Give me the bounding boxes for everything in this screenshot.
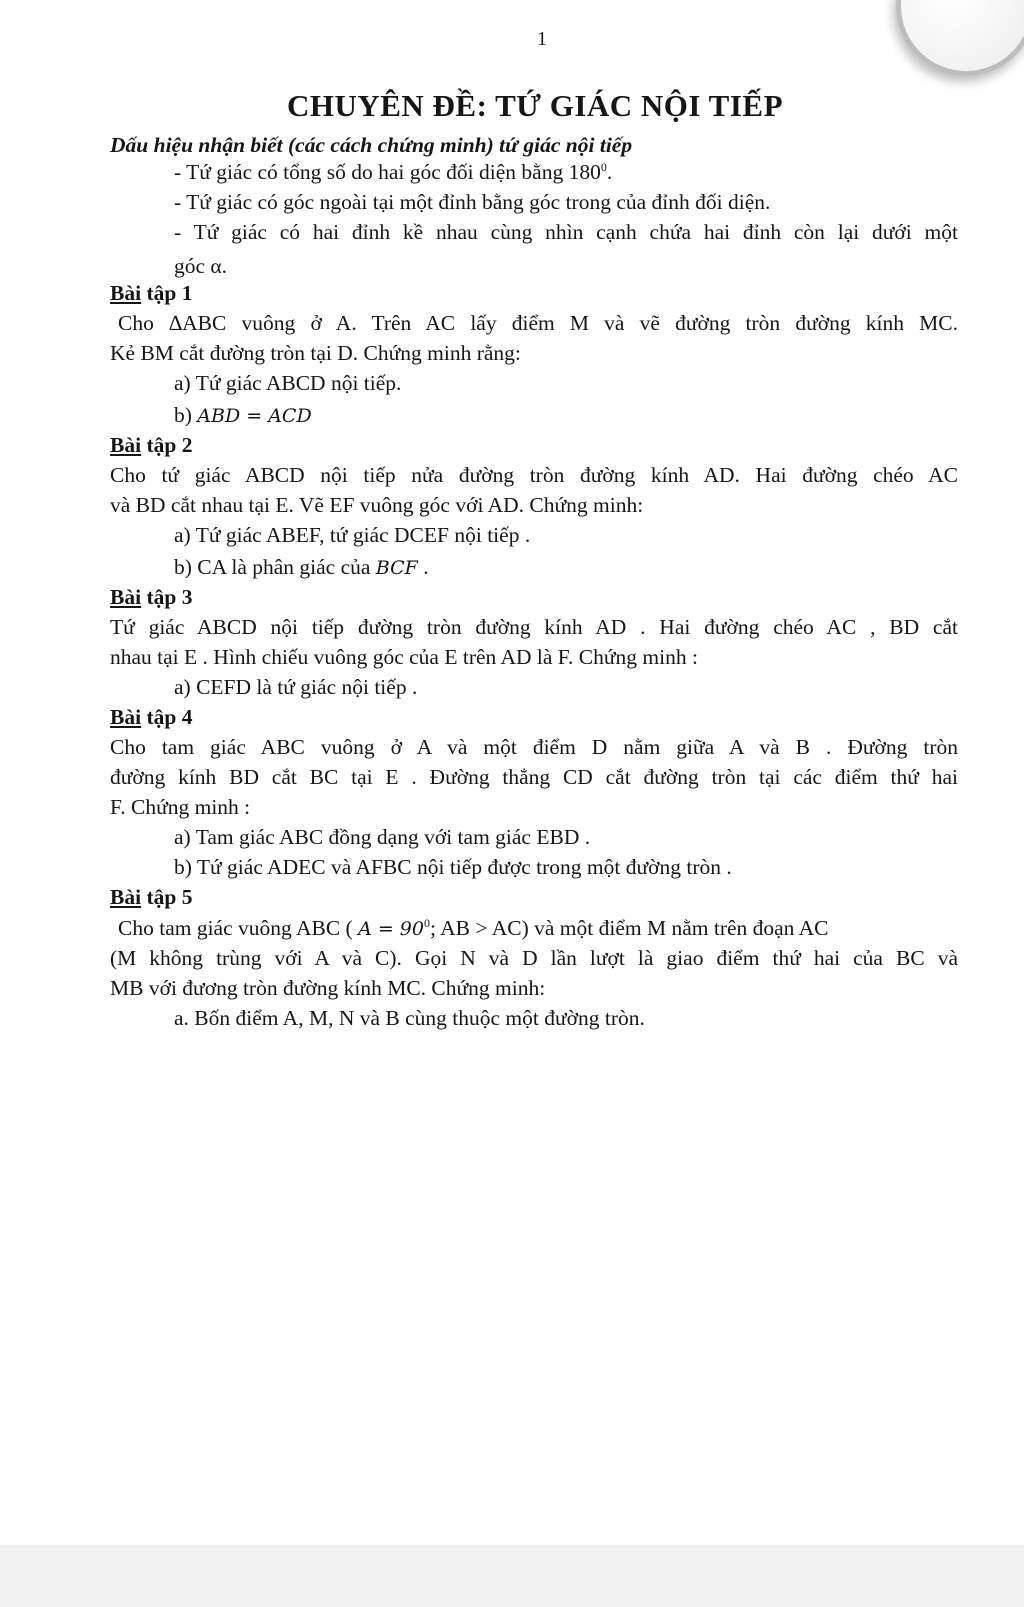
exercise-5-label-word: Bài — [110, 885, 142, 909]
exercise-1-part-a: a) Tứ giác ABCD nội tiếp. — [174, 371, 402, 395]
exercise-5-line-1 — [118, 915, 829, 940]
exercise-1-line-1: Cho ∆ABC vuông ở A. Trên AC lấy điểm M và vẽ đường tròn đường kính MC. — [118, 311, 958, 335]
exercise-2-heading — [110, 435, 192, 457]
exercise-3-label-number: tập 3 — [141, 585, 193, 609]
exercise-3-line-2: nhau tại E . Hình chiếu vuông góc của E trên AD là F. Chứng minh : — [110, 645, 698, 669]
exercise-5-part-a: a. Bốn điểm A, M, N và B cùng thuộc một đường tròn. — [174, 1006, 645, 1030]
page-number: 1 — [537, 28, 547, 50]
exercise-2-label-number: tập 2 — [141, 433, 193, 457]
sign-item-3-continued: góc α. — [174, 254, 228, 278]
exercise-1-line-2: Kẻ BM cắt đường tròn tại D. Chứng minh rằng: — [110, 341, 521, 365]
exercise-2-line-2: và BD cắt nhau tại E. Vẽ EF vuông góc với AD. Chứng minh: — [110, 493, 644, 517]
degree-superscript: 0 — [600, 159, 607, 174]
exercise-4-heading — [110, 707, 192, 729]
exercise-2-part-b — [174, 557, 429, 579]
bottom-strip — [0, 1545, 1024, 1607]
exercise-4-line-1: Cho tam giác ABC vuông ở A và một điểm D nằm giữa A và B . Đường tròn — [110, 735, 958, 759]
exercise-3-label-word: Bài — [110, 585, 142, 609]
exercise-1-part-b-prefix: b) — [174, 403, 198, 427]
exercise-4-label-word: Bài — [110, 705, 142, 729]
exercise-1-part-b-math: ABD = ACD — [197, 405, 312, 427]
exercise-4-part-a: a) Tam giác ABC đồng dạng với tam giác EBD . — [174, 825, 591, 849]
exercise-4-line-2: đường kính BD cắt BC tại E . Đường thẳng CD cắt đường tròn tại các điểm thứ hai — [110, 765, 958, 789]
exercise-5-degree-superscript: 0 — [423, 915, 430, 930]
exercise-2-part-a: a) Tứ giác ABEF, tứ giác DCEF nội tiếp . — [174, 523, 531, 547]
sign-item-2: - Tứ giác có góc ngoài tại một đỉnh bằng góc trong của đỉnh đối diện. — [174, 190, 771, 214]
exercise-4-label-number: tập 4 — [141, 705, 193, 729]
sign-item-3: - Tứ giác có hai đỉnh kề nhau cùng nhìn cạnh chứa hai đỉnh còn lại dưới một — [174, 220, 958, 244]
exercise-5-line-3: MB với đương tròn đường kính MC. Chứng minh: — [110, 976, 546, 1000]
exercise-1-heading — [110, 283, 192, 305]
exercise-2-line-1: Cho tứ giác ABCD nội tiếp nửa đường tròn đường kính AD. Hai đường chéo AC — [110, 463, 958, 487]
page-curl-decoration — [896, 0, 1024, 76]
exercise-2-part-b-math: BCF — [375, 557, 418, 579]
exercise-5-line-1-suffix: ; AB > AC) và một điểm M nằm trên đoạn AC — [429, 916, 829, 940]
sign-item-1-period: . — [606, 160, 613, 184]
exercise-1-label-number: tập 1 — [141, 281, 193, 305]
document-title: CHUYÊN ĐỀ: TỨ GIÁC NỘI TIẾP — [286, 88, 784, 123]
exercise-1-label-word: Bài — [110, 281, 142, 305]
exercise-5-angle-math: A = 90 — [358, 918, 424, 940]
exercise-2-part-b-suffix: . — [417, 555, 429, 579]
exercise-2-label-word: Bài — [110, 433, 142, 457]
exercise-2-part-b-prefix: b) CA là phân giác của — [174, 555, 376, 579]
exercise-5-line-2: (M không trùng với A và C). Gọi N và D lần lượt là giao điểm thứ hai của BC và — [110, 946, 958, 970]
exercise-4-part-b: b) Tứ giác ADEC và AFBC nội tiếp được trong một đường tròn . — [174, 855, 732, 879]
exercise-3-part-a: a) CEFD là tứ giác nội tiếp . — [174, 675, 418, 699]
exercise-1-part-b — [174, 405, 312, 427]
exercise-3-line-1: Tứ giác ABCD nội tiếp đường tròn đường kính AD . Hai đường chéo AC , BD cắt — [110, 615, 958, 639]
exercise-5-heading — [110, 887, 192, 909]
sign-item-1 — [174, 159, 613, 184]
signs-heading: Dấu hiệu nhận biết (các cách chứng minh) tứ giác nội tiếp — [110, 133, 633, 157]
exercise-5-label-number: tập 5 — [141, 885, 193, 909]
exercise-4-line-3: F. Chứng minh : — [110, 795, 251, 819]
sign-item-1-text: - Tứ giác có tổng số do hai góc đối diện bằng 180 — [174, 160, 601, 184]
exercise-3-heading — [110, 587, 192, 609]
exercise-5-line-1-prefix: Cho tam giác vuông ABC ( — [118, 916, 359, 940]
